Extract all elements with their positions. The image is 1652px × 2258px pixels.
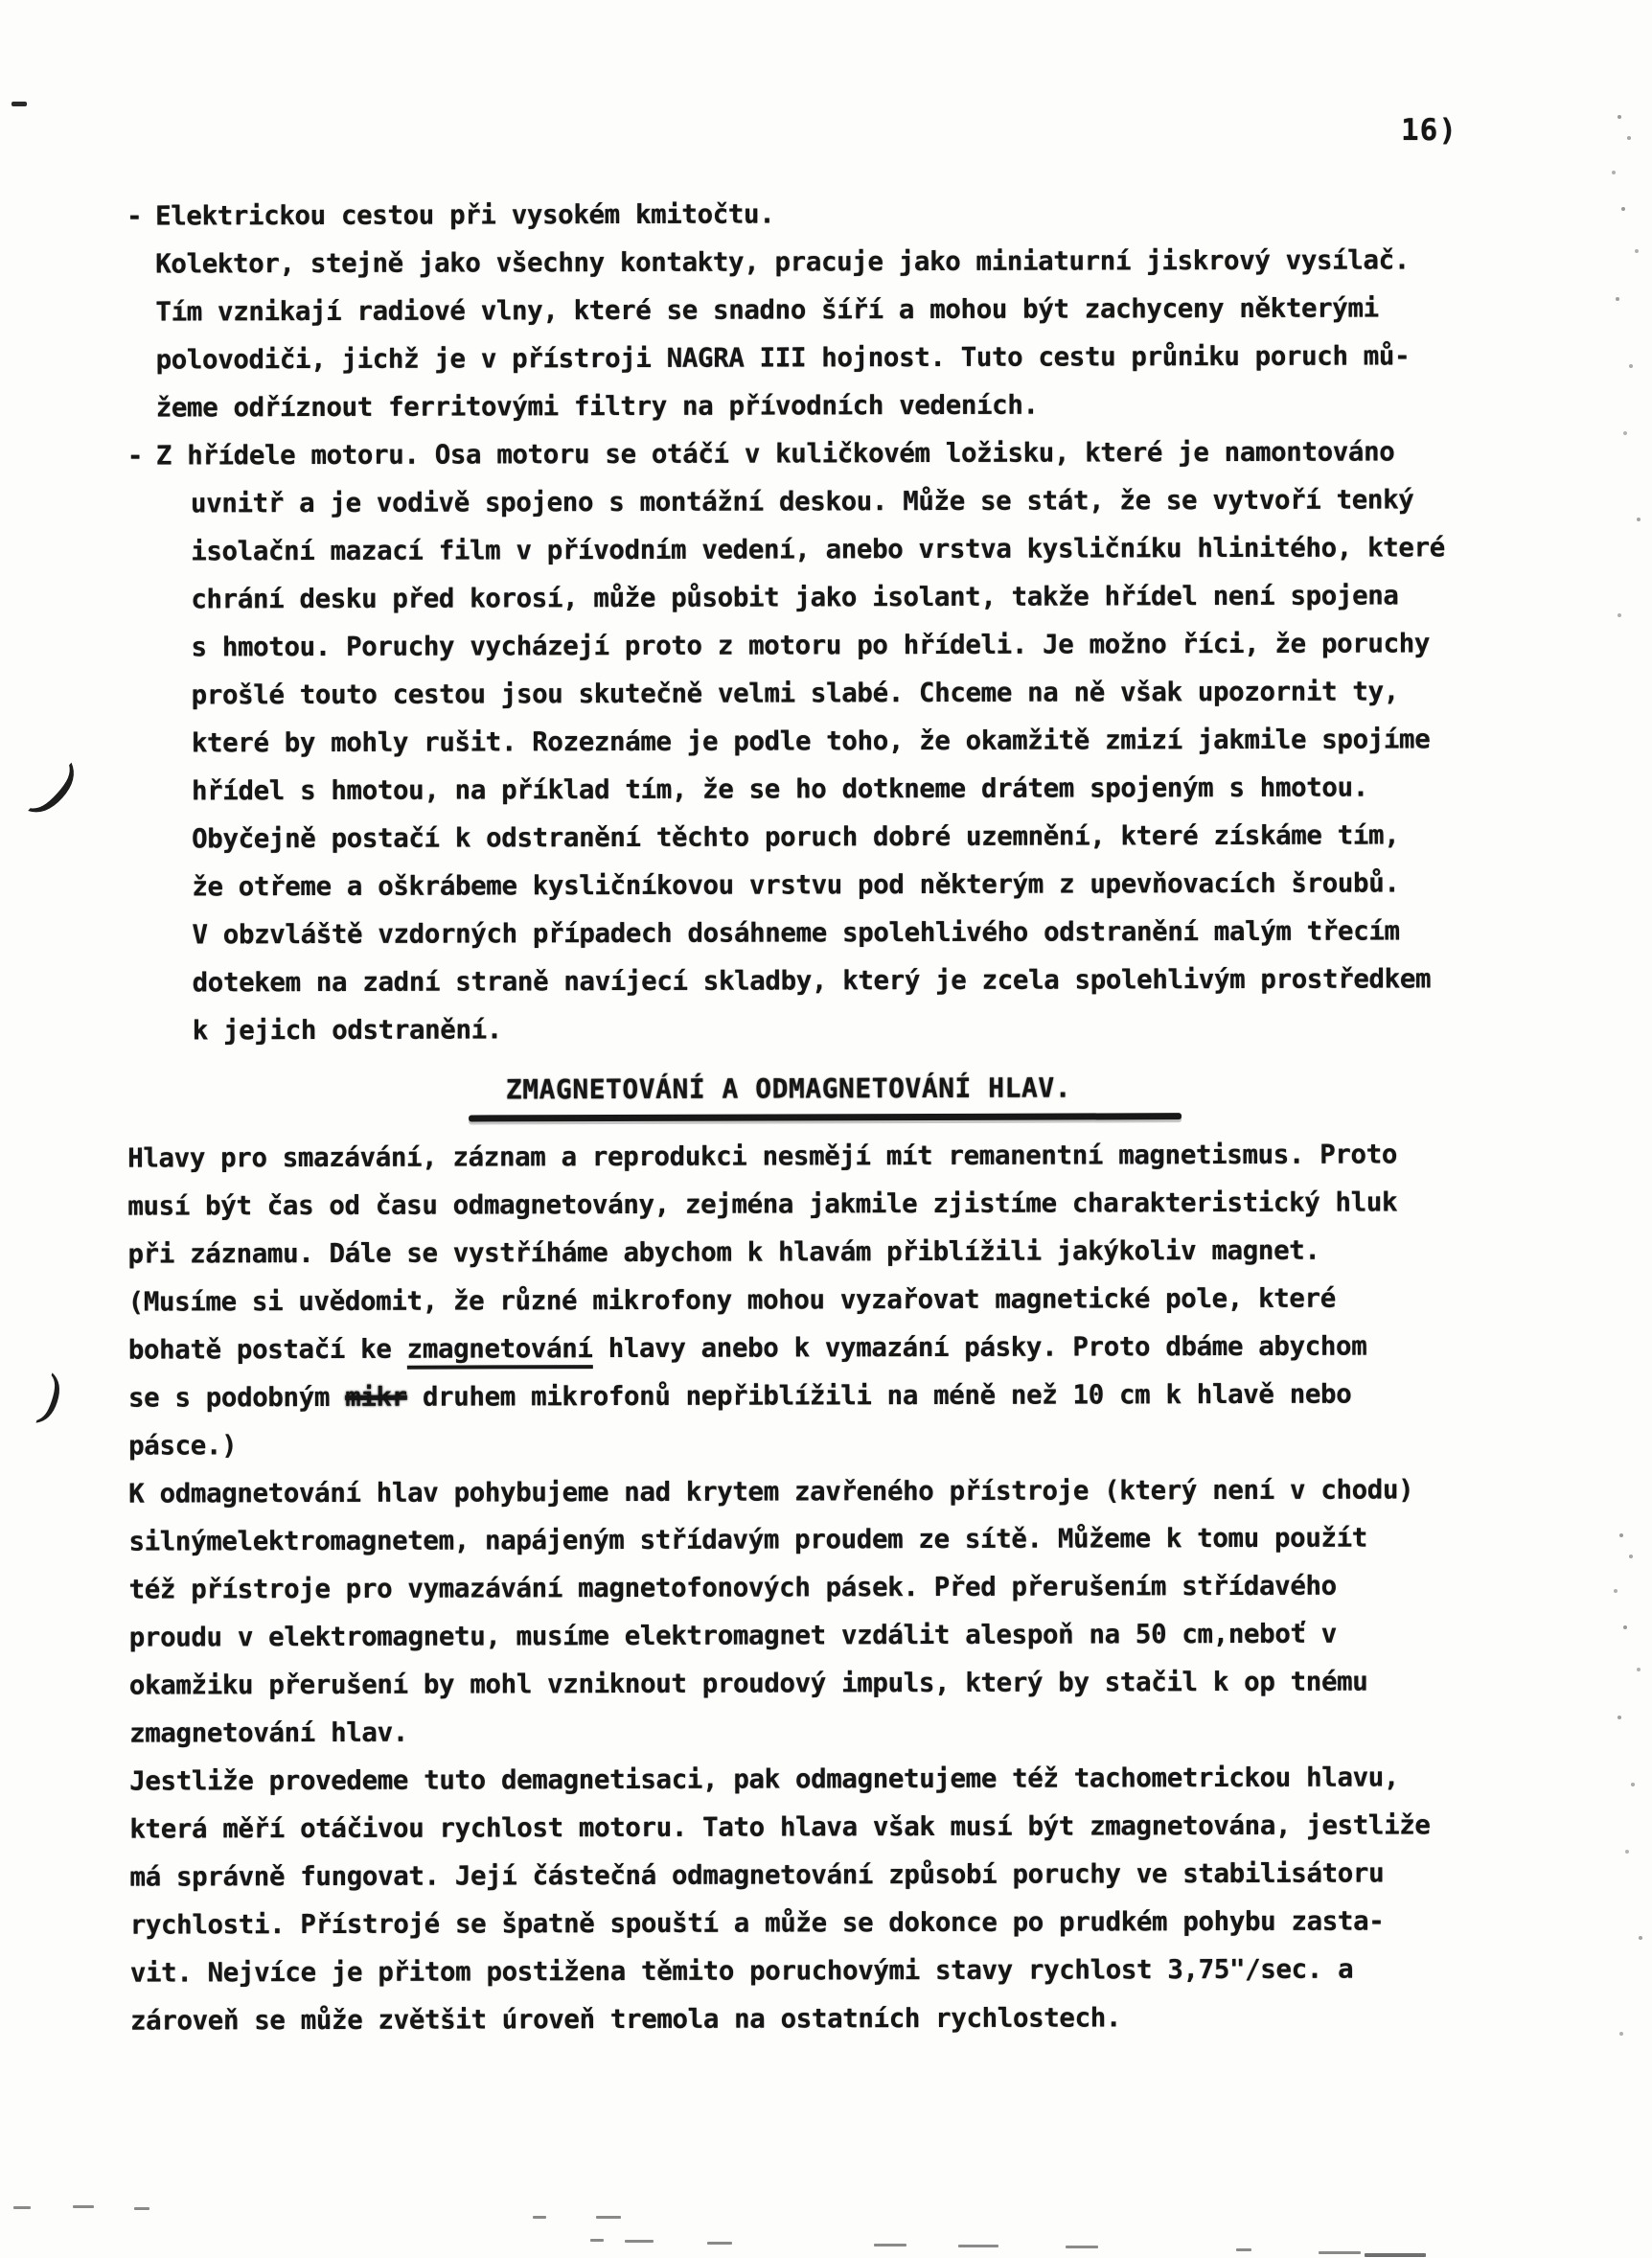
text-line: silnýmelektromagnetem, napájeným střídavým proudem ze sítě. Můžeme k tomu použít <box>128 1522 1367 1557</box>
scan-artifact-dash <box>958 2245 998 2247</box>
underlined-word: zmagnetování <box>407 1333 593 1370</box>
scan-artifact-dash <box>533 2216 546 2219</box>
text-line: Hlavy pro smazávání, záznam a reprodukci nesmějí mít remanentní magnetismus. Proto <box>127 1139 1398 1174</box>
scan-artifact-dash <box>625 2240 654 2243</box>
text-line: které by mohly rušit. Rozeznáme je podle toho, že okamžitě zmizí jakmile spojíme <box>191 724 1431 759</box>
text-line: k jejich odstranění. <box>192 1014 502 1047</box>
text-line: proudu v elektromagnetu, musíme elektromagnet vzdálit alespoň na 50 cm,neboť v <box>128 1618 1337 1653</box>
bullet-dash: - <box>126 440 144 472</box>
text-line: má správně fungovat. Její částečná odmagnetování způsobí poruchy ve stabilisátoru <box>129 1857 1385 1893</box>
scan-artifact-dash <box>1066 2246 1098 2248</box>
scan-noise-speckles <box>1619 1533 1623 1537</box>
text-line: též přístroje pro vymazávání magnetofonových pásek. Před přerušením střídavého <box>128 1570 1337 1605</box>
text-line: že otřeme a oškrábeme kysličníkovou vrstvu pod některým z upevňovacích šroubů. <box>192 867 1400 903</box>
text-line: Jestliže provedeme tuto demagnetisaci, pak odmagnetujeme též tachometrickou hlavu, <box>129 1762 1400 1797</box>
struck-out-word: mikr <box>345 1381 407 1413</box>
scan-artifact-dash <box>134 2207 149 2210</box>
handwritten-margin-mark: ) <box>30 1363 73 1434</box>
scan-artifact-dash <box>1236 2248 1251 2251</box>
scan-noise-speckles <box>1618 115 1621 119</box>
scan-artifact-dash <box>874 2244 906 2246</box>
text-line: Obyčejně postačí k odstranění těchto poruch dobré uzemnění, které získáme tím, <box>192 819 1400 855</box>
scan-artifact-dash <box>596 2216 621 2219</box>
text-line: musí být čas od času odmagnetovány, zejména jakmile zjistíme charakteristický hluk <box>127 1187 1398 1222</box>
text-line: pásce.) <box>128 1430 238 1462</box>
text-line: prošlé touto cestou jsou skutečně velmi slabé. Chceme na ně však upozornit ty, <box>191 676 1399 711</box>
bullet-item-motor-shaft <box>126 427 1536 1055</box>
text-line: V obzvláště vzdorných případech dosáhneme spolehlivého odstranění malým třecím <box>192 915 1400 951</box>
text-line: s hmotou. Poruchy vycházejí proto z motoru po hřídeli. Je možno říci, že poruchy <box>191 628 1431 663</box>
text-line: polovodiči, jichž je v přístroji NAGRA III hojnost. Tuto cestu průniku poruch mů- <box>155 340 1411 376</box>
text-line: Kolektor, stejně jako všechny kontakty, pracuje jako miniaturní jiskrový vysílač. <box>155 244 1410 280</box>
document-body <box>125 188 1539 2045</box>
text-segment: hlavy anebo k vymazání pásky. Proto dbáme abychom <box>592 1330 1367 1365</box>
text-line: Z hřídele motoru. Osa motoru se otáčí v kuličkovém ložisku, které je namontováno <box>155 436 1395 472</box>
text-line: při záznamu. Dále se vystříháme abychom k hlavám přiblížili jakýkoliv magnet. <box>127 1234 1320 1270</box>
text-line: Elektrickou cestou při vysokém kmitočtu. <box>155 198 775 232</box>
section-heading: ZMAGNETOVÁNÍ A ODMAGNETOVÁNÍ HLAV. <box>505 1071 1072 1106</box>
text-line: která měří otáčivou rychlost motoru. Tato hlava však musí být zmagnetována, jestliže <box>129 1809 1431 1845</box>
text-line: chrání desku před korosí, může působit jako isolant, takže hřídel není spojena <box>191 580 1399 615</box>
scan-artifact-dash <box>1319 2251 1361 2254</box>
text-line: okamžiku přerušení by mohl vzniknout proudový impuls, který by stačil k op tnému <box>128 1666 1368 1701</box>
page-number: 16) <box>1401 113 1457 148</box>
text-line: rychlosti. Přístrojé se špatně spouští a může se dokonce po prudkém pohybu zasta- <box>129 1905 1385 1941</box>
scan-artifact-dash <box>1365 2253 1426 2257</box>
paragraph-demagnetizing-procedure <box>128 1465 1538 1758</box>
handwritten-margin-mark: ) <box>19 750 96 831</box>
section-heading-block <box>127 1066 1450 1122</box>
heading-underline <box>469 1113 1182 1121</box>
text-line: (Musíme si uvědomit, že různé mikrofony mohou vyzařovat magnetické pole, které <box>127 1282 1336 1318</box>
text-line: vit. Nejvíce je přitom postižena těmito poruchovými stavy rychlost 3,75"/sec. a <box>129 1953 1354 1989</box>
text-segment: bohatě postačí ke <box>127 1333 407 1366</box>
text-line: K odmagnetování hlav pohybujeme nad krytem zavřeného přístroje (který není v chodu) <box>128 1474 1414 1509</box>
text-line: zároveň se může zvětšit úroveň tremola na ostatních rychlostech. <box>129 2002 1122 2037</box>
scan-artifact-dash <box>13 2206 31 2209</box>
bullet-item-electrical-path <box>125 188 1534 432</box>
scan-artifact-dash <box>73 2205 94 2208</box>
text-line: Tím vznikají radiové vlny, které se snadno šíří a mohou být zachyceny některými <box>155 292 1379 328</box>
text-line: uvnitř a je vodivě spojeno s montážní deskou. Může se stát, že se vytvoří tenký <box>190 484 1414 519</box>
text-line: žeme odříznout ferritovými filtry na přívodních vedeních. <box>155 389 1039 424</box>
paragraph-demagnetization-intro <box>127 1130 1537 1470</box>
bullet-dash: - <box>126 200 143 232</box>
text-segment: druhem mikrofonů nepřiblížili na méně než 10 cm k hlavě nebo <box>406 1378 1352 1413</box>
text-line: isolační mazací film v přívodním vedení, anebo vrstva kysličníku hlinitého, které <box>191 532 1445 567</box>
text-line: zmagnetování hlav. <box>129 1717 408 1749</box>
scan-artifact-dash <box>11 102 27 106</box>
text-line: dotekem na zadní straně navíjecí skladby, který je zcela spolehlivým prostředkem <box>192 963 1432 999</box>
text-segment: se s podobným <box>127 1381 346 1414</box>
scan-artifact-dash <box>707 2242 732 2245</box>
text-line: hřídel s hmotou, na příklad tím, že se ho dotkneme drátem spojeným s hmotou. <box>191 772 1368 807</box>
text-line-with-strikethrough <box>128 1370 1537 1422</box>
scan-artifact-dash <box>590 2239 604 2242</box>
text-line-with-underline <box>128 1322 1537 1374</box>
paragraph-tachometric-head <box>129 1753 1539 2045</box>
